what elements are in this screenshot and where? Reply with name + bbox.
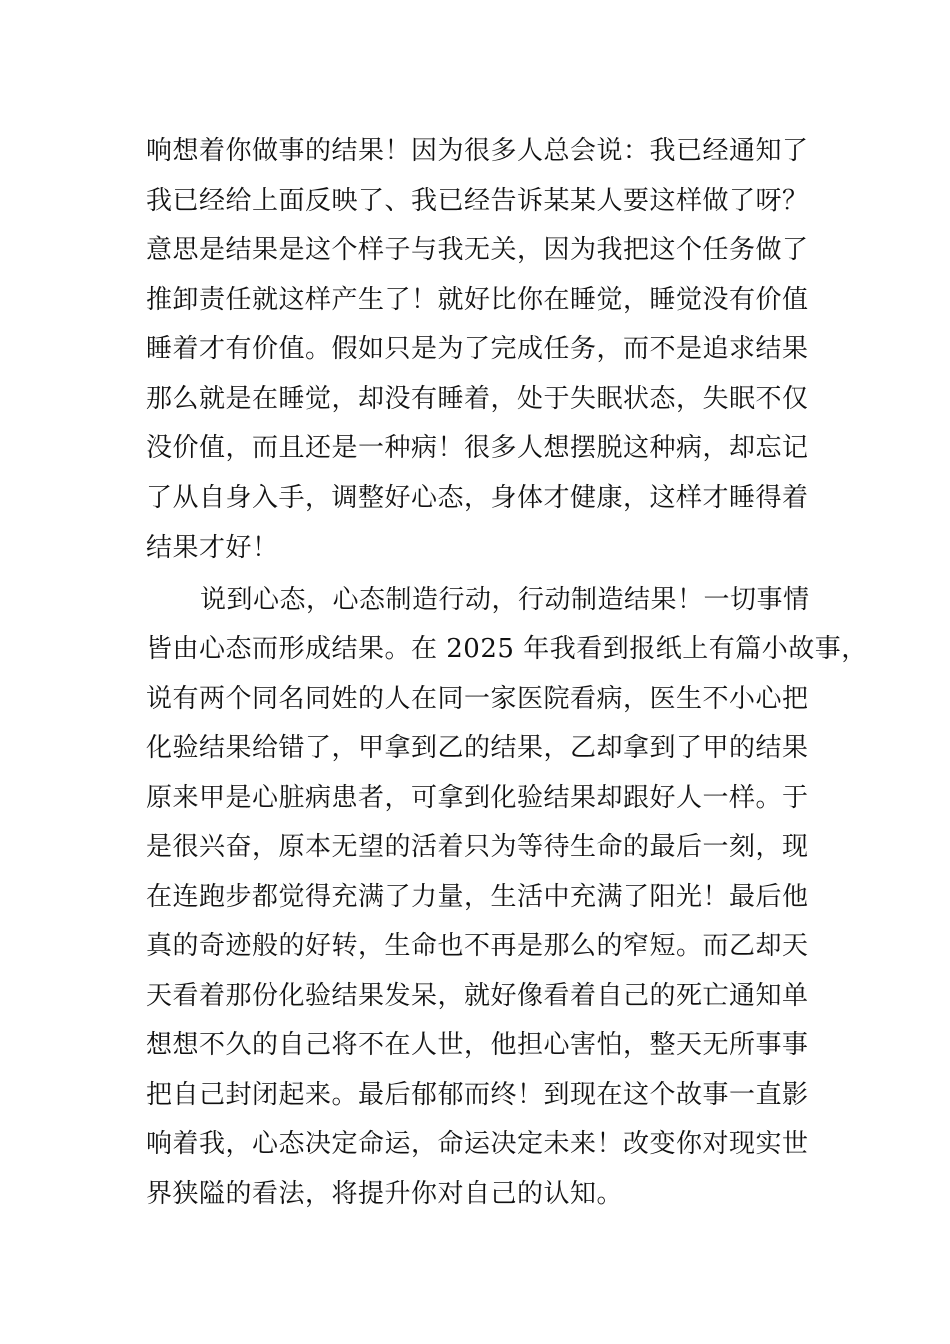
text-line: 天看着那份化验结果发呆，就好像看着自己的死亡通知单	[146, 981, 809, 1011]
text-line: 响着我，心态决定命运，命运决定未来！改变你对现实世	[146, 1129, 809, 1159]
text-line: 想想不久的自己将不在人世，他担心害怕，整天无所事事	[146, 1030, 809, 1060]
text-line: 真的奇迹般的好转，生命也不再是那么的窄短。而乙却天	[146, 931, 809, 961]
text-line: 响想着你做事的结果！因为很多人总会说：我已经通知了	[146, 136, 809, 166]
text-line: 说有两个同名同姓的人在同一家医院看病，医生不小心把	[146, 684, 809, 714]
text-line: 意思是结果是这个样子与我无关，因为我把这个任务做了	[146, 235, 809, 265]
text-line: 化验结果给错了，甲拿到乙的结果，乙却拿到了甲的结果	[146, 733, 809, 763]
text-line: 界狭隘的看法，将提升你对自己的认知。	[146, 1179, 624, 1209]
text-line: 是很兴奋，原本无望的活着只为等待生命的最后一刻，现	[146, 832, 809, 862]
text-line: 把自己封闭起来。最后郁郁而终！到现在这个故事一直影	[146, 1080, 809, 1110]
text-line: 结果才好！	[146, 533, 279, 563]
text-line: 原来甲是心脏病患者，可拿到化验结果却跟好人一样。于	[146, 783, 809, 813]
text-line: 了从自身入手，调整好心态，身体才健康，这样才睡得着	[146, 483, 809, 513]
text-line: 推卸责任就这样产生了！就好比你在睡觉，睡觉没有价值	[146, 285, 809, 315]
text-line: 没价值，而且还是一种病！很多人想摆脱这种病，却忘记	[146, 433, 809, 463]
text-line: 那么就是在睡觉，却没有睡着，处于失眠状态，失眠不仅	[146, 384, 809, 414]
text-line: 睡着才有价值。假如只是为了完成任务，而不是追求结果	[146, 334, 809, 364]
text-line: 皆由心态而形成结果。在 2025 年我看到报纸上有篇小故事，	[146, 634, 868, 664]
paragraph-first-line: 说到心态，心态制造行动，行动制造结果！一切事情	[200, 585, 810, 615]
text-line: 在连跑步都觉得充满了力量，生活中充满了阳光！最后他	[146, 882, 809, 912]
text-line: 我已经给上面反映了、我已经告诉某某人要这样做了呀？	[146, 186, 809, 216]
